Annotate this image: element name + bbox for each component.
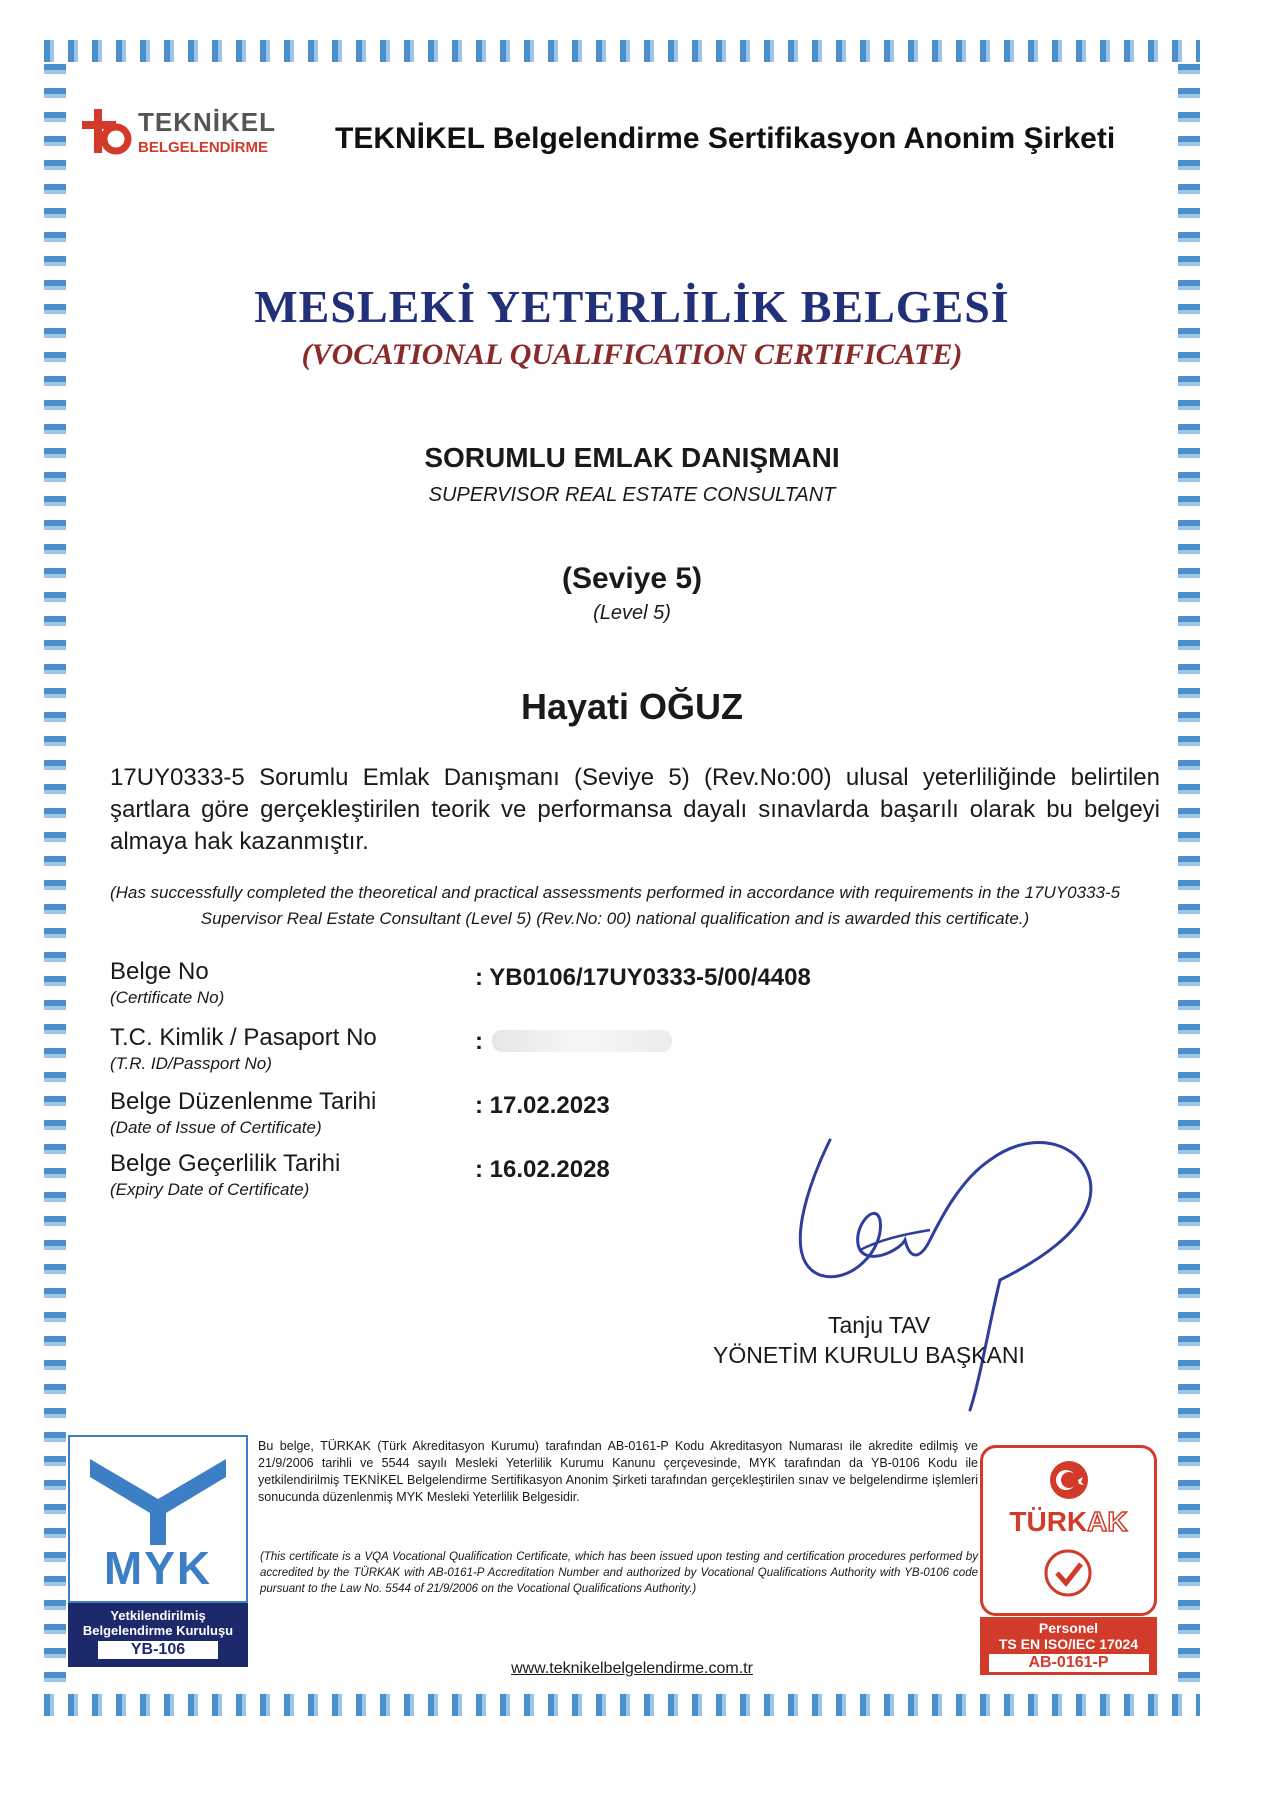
turkak-label-box <box>980 1617 1157 1675</box>
field-value-issue-date: : 17.02.2023 <box>475 1092 610 1119</box>
signatory-name: Tanju TAV <box>828 1312 931 1338</box>
qualification-title: SORUMLU EMLAK DANIŞMANI <box>424 442 840 473</box>
myk-label-box <box>68 1603 248 1667</box>
field-sublabel-issue-date: (Date of Issue of Certificate) <box>110 1118 322 1137</box>
myk-badge <box>68 1435 248 1667</box>
qualification-title-en: SUPERVISOR REAL ESTATE CONSULTANT <box>428 484 836 506</box>
turkak-line2: TS EN ISO/IEC 17024 <box>998 1636 1139 1652</box>
field-sublabel-certificate-no: (Certificate No) <box>110 988 225 1007</box>
level: (Seviye 5) <box>561 562 703 595</box>
logo-subname: BELGELENDİRME <box>138 139 269 156</box>
website-link[interactable]: www.teknikelbelgelendirme.com.tr <box>511 1660 753 1677</box>
myk-line2: Belgelendirme Kuruluşu <box>82 1623 234 1638</box>
turkish-flag-icon <box>1049 1460 1089 1500</box>
certificate-subtitle: (VOCATIONAL QUALIFICATION CERTIFICATE) <box>301 338 963 371</box>
signature <box>790 1120 1120 1420</box>
myk-logo-icon <box>70 1441 246 1551</box>
field-sublabel-expiry-date: (Expiry Date of Certificate) <box>110 1180 310 1199</box>
field-sublabel-id-no: (T.R. ID/Passport No) <box>110 1054 272 1073</box>
description-en: (Has successfully completed the theoretical and practical assessments performed in accordance with requirements in the 17UY0333-5 Supervisor Real Estate Consultant (Level 5) (Rev.No: 00) national qualification and is awarded this certificate.) <box>109 883 1121 928</box>
turkak-name <box>983 1506 1154 1538</box>
turkak-line1: Personel <box>1038 1620 1099 1636</box>
holder-name: Hayati OĞUZ <box>520 686 744 727</box>
description-tr: 17UY0333-5 Sorumlu Emlak Danışmanı (Seviye 5) (Rev.No:00) ulusal yeterliliğinde belirtilen şartlara göre gerçekleştirilen teorik ve performansa dayalı sınavlarda başarılı olarak bu belgeyi almaya hak kazanmıştır. <box>110 764 1160 855</box>
myk-logo-text: MYK <box>103 1542 213 1594</box>
check-icon <box>1043 1548 1093 1598</box>
field-label-issue-date: Belge Düzenlenme Tarihi <box>110 1088 377 1115</box>
logo-name: TEKNİKEL <box>138 107 276 137</box>
turkak-name-b: AK <box>1087 1506 1128 1537</box>
myk-code: YB-106 <box>98 1641 218 1659</box>
field-label-expiry-date: Belge Geçerlilik Tarihi <box>110 1150 341 1177</box>
field-label-id-no: T.C. Kimlik / Pasaport No <box>110 1024 377 1051</box>
footer-text-en: (This certificate is a VQA Vocational Qualification Certificate, which has been issued upon testing and certification procedures performed by accredited by the TÜRKAK with AB-0161-P Accreditation Number and authorized by Vocational Qualifications Authority with YB-0106 code pursuant to the Law No. 5544 of 21/9/2006 on the Vocational Qualifications Authority.) <box>260 1551 978 1595</box>
signatory-title: YÖNETİM KURULU BAŞKANI <box>713 1342 1025 1368</box>
turkak-name-a: TÜRK <box>1009 1506 1088 1537</box>
footer-text-tr: Bu belge, TÜRKAK (Türk Akreditasyon Kurumu) tarafından AB-0161-P Kodu Akreditasyon Numarası ile akredite edilmiş ve 21/9/2006 tarihli ve 5544 sayılı Mesleki Yeterlilik Kurumu Kanunu çerçevesinde, MYK tarafından da YB-0106 Kodu ile yetkilendirilmiş TEKNİKEL Belgelendirme Sertifikasyon Anonim Şirketi tarafından gerçekleştirilen sınav ve belgelendirme işlemleri sonucunda düzenlenmiş MYK Mesleki Yeterlilik Belgesidir. <box>258 1439 978 1504</box>
turkak-code: AB-0161-P <box>989 1654 1149 1672</box>
level-en: (Level 5) <box>593 602 671 624</box>
company-name: TEKNİKEL Belgelendirme Sertifikasyon Anonim Şirketi <box>335 122 1116 155</box>
teknikel-logo <box>80 105 290 165</box>
turkak-badge <box>980 1445 1155 1677</box>
field-value-expiry-date: : 16.02.2028 <box>475 1156 610 1183</box>
certificate-title: MESLEKİ YETERLİLİK BELGESİ <box>254 281 1010 332</box>
field-label-certificate-no: Belge No <box>110 958 209 985</box>
myk-logo-frame <box>68 1435 248 1603</box>
myk-line1: Yetkilendirilmiş <box>110 1608 206 1623</box>
redacted-id-blur <box>492 1030 672 1052</box>
field-value-certificate-no: : YB0106/17UY0333-5/00/4408 <box>475 964 811 991</box>
turkak-frame <box>980 1445 1157 1616</box>
field-value-id-no: : <box>475 1028 483 1055</box>
teknikel-logo-icon <box>80 107 136 159</box>
